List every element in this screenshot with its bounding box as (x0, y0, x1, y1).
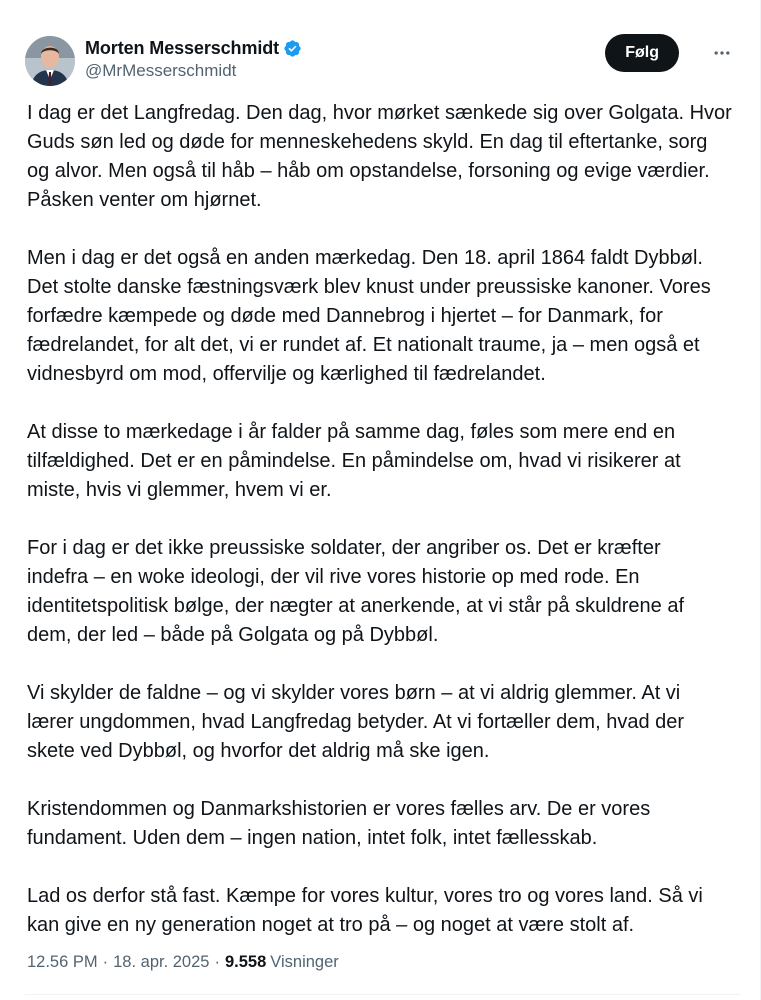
avatar[interactable] (25, 36, 75, 86)
tweet-date[interactable]: 18. apr. 2025 (113, 953, 210, 971)
meta-separator: · (102, 953, 109, 971)
author-names (85, 36, 302, 81)
verified-badge-icon[interactable] (283, 39, 302, 58)
tweet-header (25, 34, 735, 86)
tweet-paragraph: For i dag er det ikke preussiske soldater, der angriber os. Det er kræfter indefra – en woke ideologi, der vil rive vores historie op med rode. En identitetspolitisk bølge, der nægter at anerkende, at vi står på skuldrene af dem, der led – både på Golgata og på Dybbøl. (27, 537, 685, 646)
tweet-meta (27, 953, 339, 972)
meta-separator: · (214, 953, 220, 971)
tweet-paragraph: Lad os derfor stå fast. Kæmpe for vores kultur, vores tro og vores land. Så vi kan give en ny generation noget at tro på – og noget at være stolt af. (27, 885, 703, 936)
more-horizontal-icon[interactable] (709, 40, 735, 66)
author-display-name[interactable]: Morten Messerschmidt (85, 37, 280, 58)
avatar-image (25, 36, 75, 86)
tweet-paragraph: I dag er det Langfredag. Den dag, hvor mørket sænkede sig over Golgata. Hvor Guds søn led og døde for menneskehedens skyld. En dag til eftertanke, sorg og alvor. Men også til håb – håb om opstandelse, forsoning og evige værdier. Påsken venter om hjørnet. (27, 102, 732, 211)
tweet-paragraph: Kristendommen og Danmarkshistorien er vores fælles arv. De er vores fundament. Uden dem – ingen nation, intet folk, intet fællesskab. (27, 798, 651, 849)
follow-button[interactable]: Følg (605, 34, 679, 72)
views-count: 9.558 (224, 953, 267, 971)
views-label: Visninger (270, 953, 339, 971)
divider (25, 994, 740, 995)
tweet-text (27, 99, 739, 940)
tweet-paragraph: At disse to mærkedage i år falder på samme dag, føles som mere end en tilfældighed. Det er en påmindelse. En påmindelse om, hvad vi risikerer at miste, hvis vi glemmer, hvem vi er. (27, 421, 681, 501)
tweet-paragraph: Vi skylder de faldne – og vi skylder vores børn – at vi aldrig glemmer. At vi lærer ungdommen, hvad Langfredag betyder. At vi fortæller dem, hvad der skete ved Dybbøl, og hvorfor det aldrig må ske igen. (27, 682, 685, 762)
author-handle[interactable]: @MrMesserschmidt (85, 61, 237, 80)
tweet-paragraph: Men i dag er det også en anden mærkedag. Den 18. april 1864 faldt Dybbøl. Det stolte danske fæstningsværk blev knust under preussiske kanoner. Vores forfædre kæmpede og døde med Dannebrog i hjertet – for Danmark, for fædrelandet, for alt det, vi er rundet af. Et nationalt traume, ja – men også et vidnesbyrd om mod, offervilje og kærlighed til fædrelandet. (27, 247, 711, 385)
tweet-time[interactable]: 12.56 PM (27, 953, 98, 971)
